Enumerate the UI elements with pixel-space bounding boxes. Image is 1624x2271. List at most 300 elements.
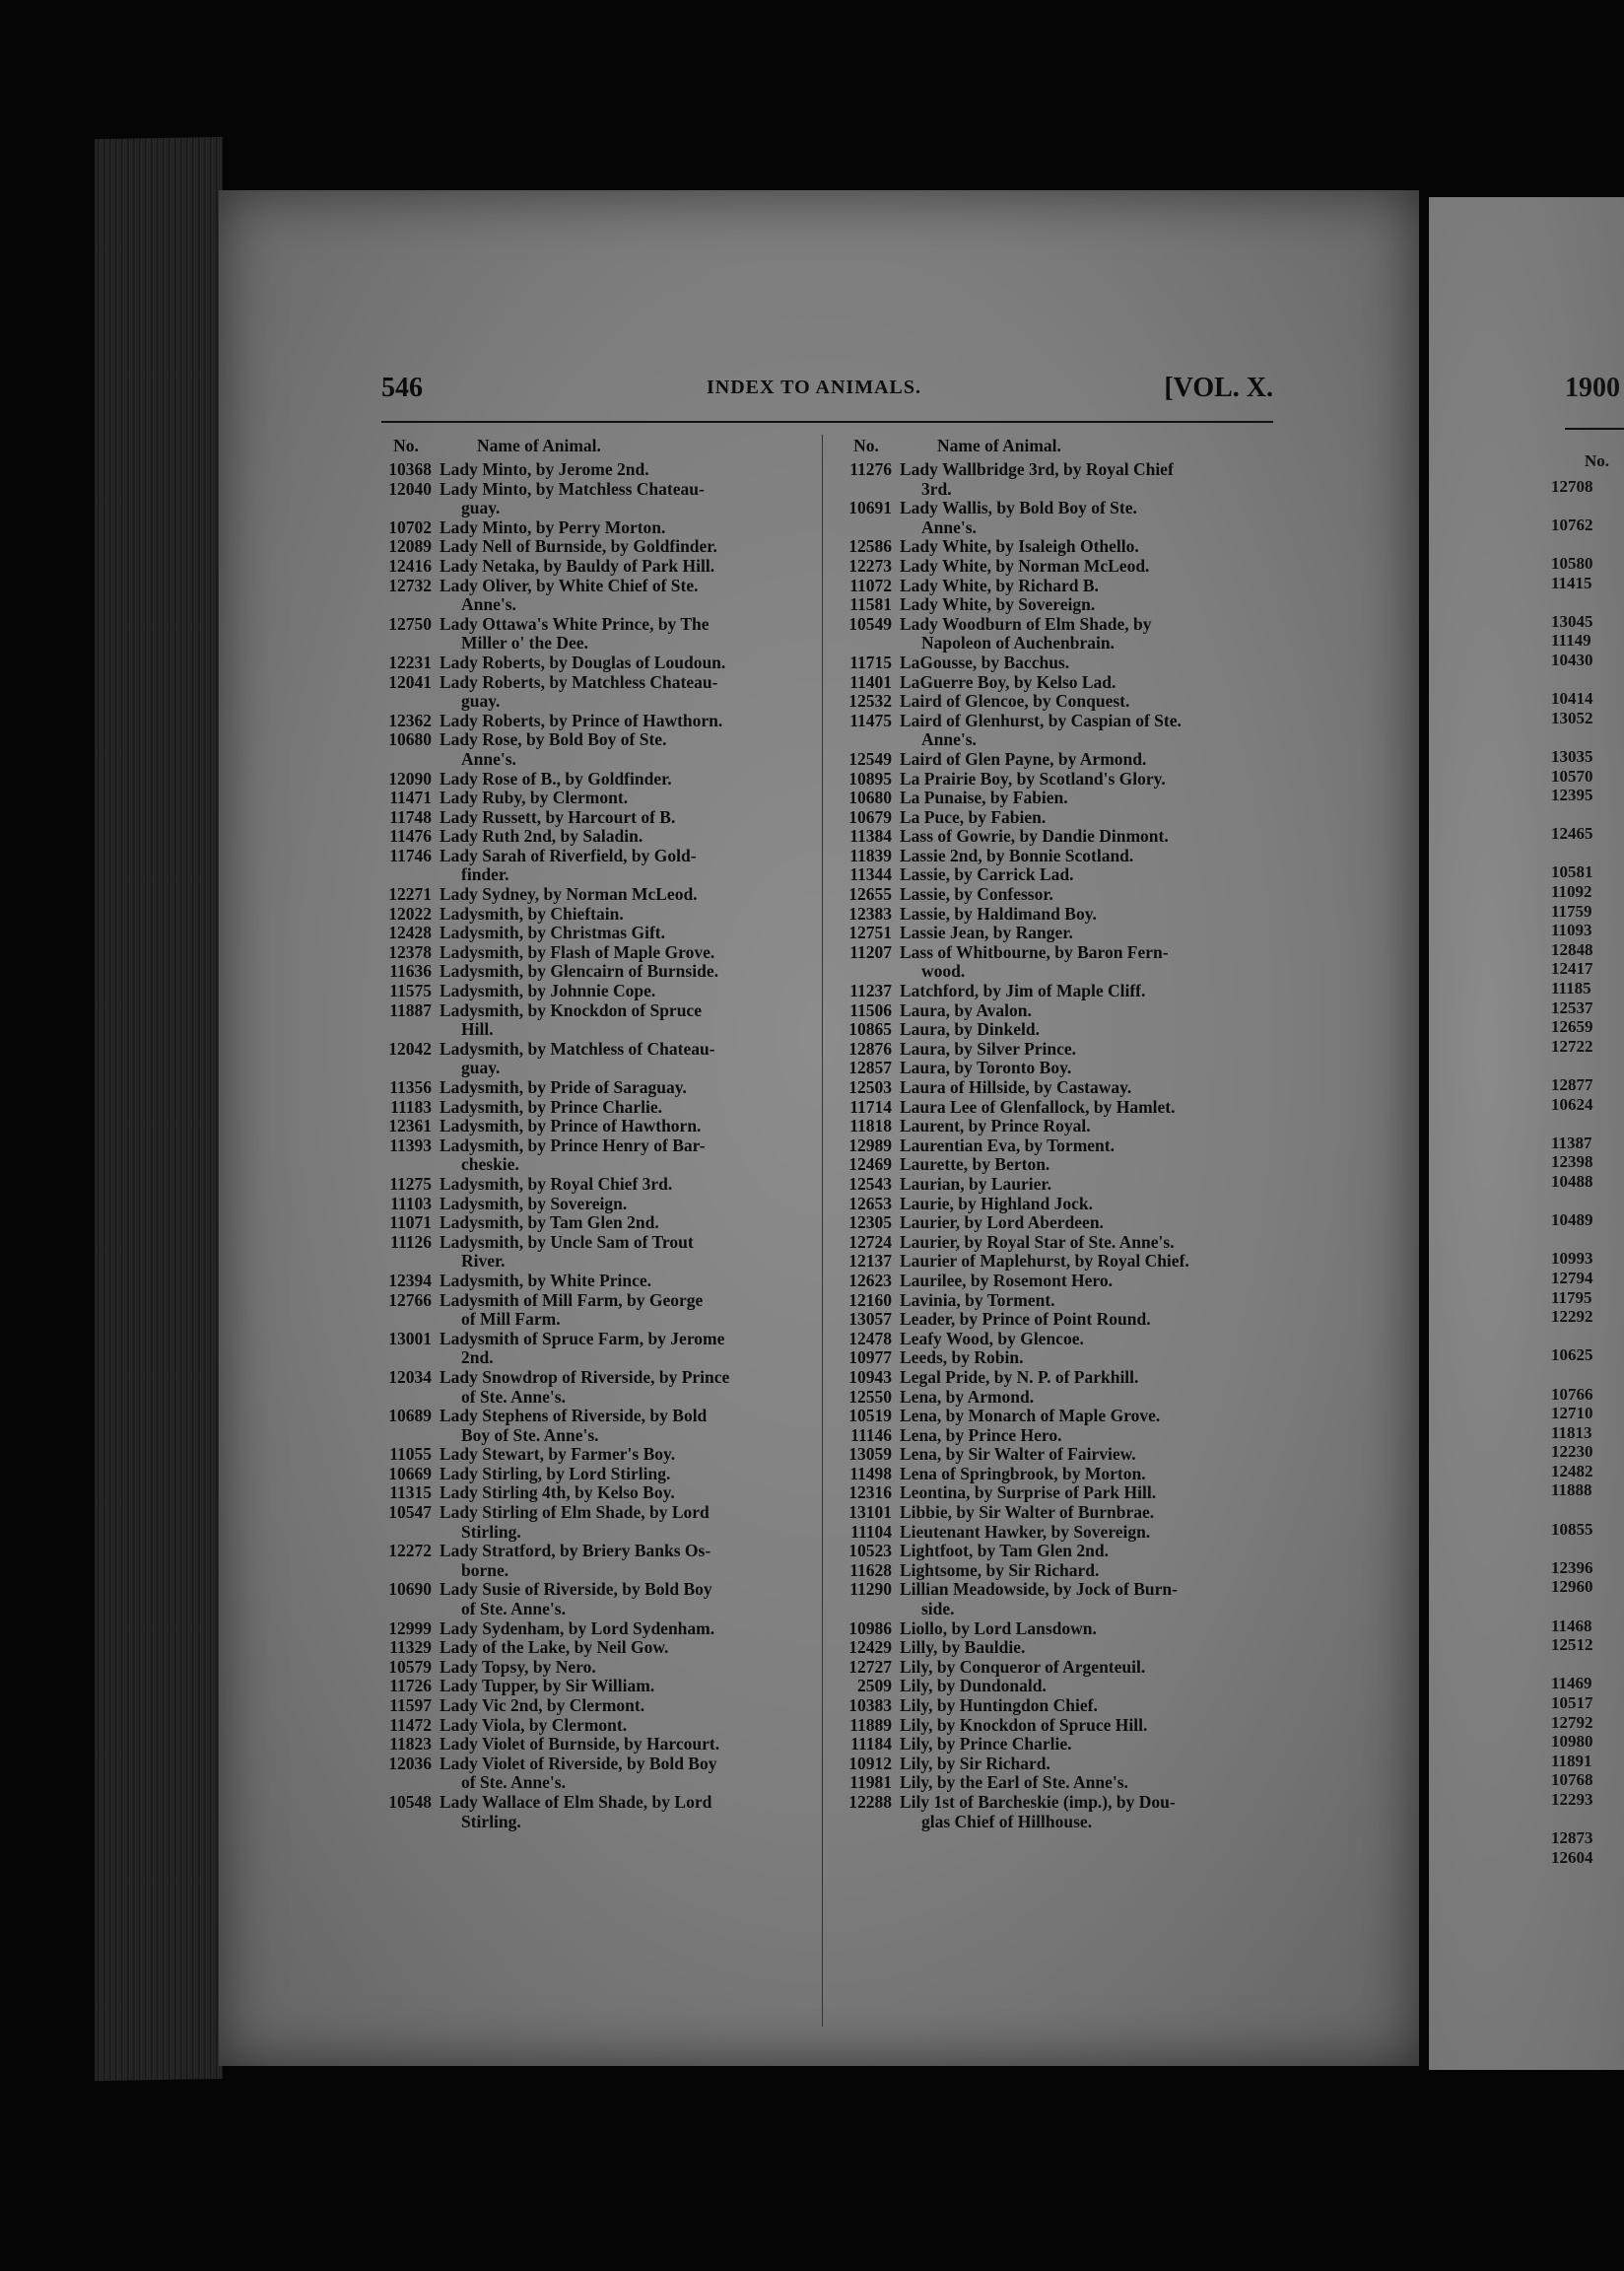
entry-name xyxy=(440,1175,813,1195)
entry-name xyxy=(900,847,1286,866)
entry-name-line: Libbie, by Sir Walter of Burnbrae. xyxy=(900,1502,1155,1523)
entry-number: 10548 xyxy=(388,1791,432,1812)
entry-name xyxy=(900,1503,1286,1523)
entry-number: 11726 xyxy=(389,1676,432,1696)
entry-name-line: Ladysmith, by Prince Henry of Bar- xyxy=(440,1135,706,1155)
facing-page-number: 11093 xyxy=(1551,921,1592,940)
index-entry xyxy=(835,1793,1286,1831)
facing-page-number: 12710 xyxy=(1551,1404,1593,1423)
index-entry xyxy=(374,1117,813,1136)
facing-page-number: 12794 xyxy=(1551,1268,1593,1287)
facing-page-number: 10488 xyxy=(1551,1171,1593,1191)
entry-name-line: Lady Rose of B., by Goldfinder. xyxy=(440,768,672,789)
facing-page-number xyxy=(1551,534,1609,554)
entry-name-line: Laurie, by Highland Jock. xyxy=(900,1193,1093,1213)
entry-name xyxy=(440,1638,813,1658)
entry-name xyxy=(900,595,1286,615)
entry-name xyxy=(440,460,813,480)
entry-name xyxy=(440,673,813,712)
entry-name-line: Laura Lee of Glenfallock, by Hamlet. xyxy=(900,1096,1176,1117)
index-entry xyxy=(835,1136,1286,1156)
entry-name-line: Latchford, by Jim of Maple Cliff. xyxy=(900,981,1146,1001)
index-entry xyxy=(374,615,813,654)
entry-number: 11237 xyxy=(849,981,892,1001)
entry-name xyxy=(900,1136,1286,1156)
entry-name xyxy=(440,1040,813,1078)
entry-number: 11055 xyxy=(389,1444,432,1465)
index-entry xyxy=(374,1213,813,1233)
index-entry xyxy=(835,789,1286,808)
entry-name xyxy=(900,1773,1286,1793)
entry-number: 11628 xyxy=(849,1559,892,1580)
entry-name-line: Ladysmith, by Flash of Maple Grove. xyxy=(440,941,715,962)
header-rule xyxy=(381,421,1273,423)
entry-name-line: Lily, by Prince Charlie. xyxy=(900,1734,1072,1755)
entry-name xyxy=(900,1117,1286,1136)
entry-name-line: Ladysmith, by Royal Chief 3rd. xyxy=(440,1173,673,1194)
facing-page-number xyxy=(1551,844,1609,863)
facing-page-number: 10430 xyxy=(1551,650,1593,669)
facing-page-number: 12396 xyxy=(1551,1557,1593,1577)
facing-page-number: 12877 xyxy=(1551,1075,1593,1094)
entry-number: 11183 xyxy=(390,1096,432,1117)
entry-name-line: Lily, by Conqueror of Argenteuil. xyxy=(900,1656,1146,1677)
name-header: Name of Animal. xyxy=(477,436,601,455)
index-entry xyxy=(835,615,1286,654)
index-entry xyxy=(374,1696,813,1716)
entry-name-line: Leeds, by Robin. xyxy=(900,1347,1024,1368)
entry-name xyxy=(900,1735,1286,1755)
index-entry xyxy=(374,905,813,925)
entry-name-line: Lady Snowdrop of Riverside, by Prince xyxy=(440,1366,730,1387)
entry-number: 12750 xyxy=(388,613,432,634)
name-header: Name of Animal. xyxy=(937,436,1061,455)
facing-page-number: 10766 xyxy=(1551,1384,1593,1404)
facing-page-number: 13052 xyxy=(1551,708,1593,727)
entry-number: 11887 xyxy=(389,999,432,1020)
entry-name-continuation: glas Chief of Hillhouse. xyxy=(921,1811,1093,1831)
entry-name xyxy=(900,460,1286,499)
index-entry xyxy=(835,1213,1286,1233)
entry-name xyxy=(900,1155,1286,1175)
entry-name xyxy=(440,943,813,963)
entry-name-line: Lassie 2nd, by Bonnie Scotland. xyxy=(900,845,1134,865)
entry-number: 10702 xyxy=(388,516,432,537)
entry-name-continuation: finder. xyxy=(461,864,509,885)
no-header: No. xyxy=(853,436,879,455)
entry-number: 12305 xyxy=(848,1212,892,1233)
entry-number: 12857 xyxy=(848,1058,892,1078)
index-entry xyxy=(374,1793,813,1831)
index-entry xyxy=(835,1078,1286,1098)
entry-number: 10679 xyxy=(848,806,892,827)
index-entry xyxy=(374,1136,813,1175)
entry-name xyxy=(440,1291,813,1330)
index-entry xyxy=(374,654,813,673)
index-entry xyxy=(374,1040,813,1078)
index-entry xyxy=(835,654,1286,673)
facing-page-number: 10414 xyxy=(1551,689,1593,709)
running-head: INDEX TO ANIMALS. xyxy=(707,377,921,398)
entry-name-line: Laurilee, by Rosemont Hero. xyxy=(900,1270,1113,1290)
entry-name xyxy=(900,1368,1286,1388)
index-entry xyxy=(835,1773,1286,1793)
entry-number: 11329 xyxy=(389,1637,432,1658)
entry-name-line: Lily, by Sir Richard. xyxy=(900,1753,1050,1773)
entry-name xyxy=(440,1735,813,1755)
entry-number: 12623 xyxy=(848,1270,892,1290)
entry-number: 13101 xyxy=(848,1502,892,1523)
entry-number: 11401 xyxy=(849,671,892,692)
entry-name-line: Lady Stirling, by Lord Stirling. xyxy=(440,1463,671,1483)
entry-name-line: Lassie, by Confessor. xyxy=(900,884,1053,905)
index-entry xyxy=(835,1098,1286,1118)
index-entry xyxy=(835,827,1286,847)
entry-name xyxy=(900,1291,1286,1311)
entry-name-continuation: of Ste. Anne's. xyxy=(461,1386,566,1407)
index-entry xyxy=(835,673,1286,693)
entry-name xyxy=(440,1755,813,1793)
entry-name-continuation: Napoleon of Auchenbrain. xyxy=(921,633,1115,654)
index-entry xyxy=(835,865,1286,885)
entry-name xyxy=(900,1078,1286,1098)
index-entry xyxy=(835,1001,1286,1021)
entry-name xyxy=(440,1368,813,1407)
entry-name-line: Lady Stirling 4th, by Kelso Boy. xyxy=(440,1482,675,1503)
entry-name-line: Ladysmith, by Tam Glen 2nd. xyxy=(440,1212,659,1233)
entry-number: 12394 xyxy=(388,1270,432,1290)
index-entry xyxy=(374,847,813,885)
entry-name xyxy=(900,789,1286,808)
index-entry xyxy=(835,1735,1286,1755)
entry-name xyxy=(440,1677,813,1696)
entry-name xyxy=(440,1483,813,1503)
facing-page-number: 13035 xyxy=(1551,746,1593,766)
entry-name xyxy=(440,1272,813,1291)
entry-number: 12989 xyxy=(848,1135,892,1155)
entry-name-line: Lady Minto, by Jerome 2nd. xyxy=(440,459,649,479)
entry-name-line: La Punaise, by Fabien. xyxy=(900,788,1068,808)
book-page-edges xyxy=(95,137,223,2081)
index-entry xyxy=(835,1368,1286,1388)
index-entry xyxy=(374,1368,813,1407)
entry-name-line: Ladysmith, by White Prince. xyxy=(440,1270,652,1290)
index-entry xyxy=(835,1020,1286,1040)
entry-name xyxy=(900,654,1286,673)
entry-number: 12089 xyxy=(388,536,432,557)
entry-number: 12022 xyxy=(388,903,432,924)
entry-name-line: Lass of Whitbourne, by Baron Fern- xyxy=(900,941,1169,962)
index-entry xyxy=(835,1040,1286,1060)
facing-page-number: 12537 xyxy=(1551,998,1593,1017)
entry-name-line: Leontina, by Surprise of Park Hill. xyxy=(900,1482,1157,1503)
entry-name-line: Laurian, by Laurier. xyxy=(900,1173,1051,1194)
entry-number: 11393 xyxy=(389,1135,432,1155)
entry-number: 12034 xyxy=(388,1366,432,1387)
index-entry xyxy=(835,1523,1286,1543)
index-entry xyxy=(374,1001,813,1040)
entry-name xyxy=(900,1195,1286,1214)
facing-page-number: 12292 xyxy=(1551,1307,1593,1327)
entry-name xyxy=(900,1272,1286,1291)
index-entry xyxy=(374,982,813,1001)
entry-number: 12273 xyxy=(848,555,892,576)
entry-name xyxy=(440,1407,813,1445)
entry-name xyxy=(440,1658,813,1678)
column-divider xyxy=(822,435,823,2027)
index-entry xyxy=(835,1542,1286,1561)
entry-name-continuation: Miller o' the Dee. xyxy=(461,633,588,654)
entry-name-line: Ladysmith of Mill Farm, by George xyxy=(440,1289,704,1310)
entry-name xyxy=(900,1696,1286,1716)
entry-number: 11746 xyxy=(389,845,432,865)
index-entry xyxy=(374,789,813,808)
index-entry xyxy=(835,712,1286,750)
entry-name-line: Laurent, by Prince Royal. xyxy=(900,1116,1091,1136)
facing-page-number: 11891 xyxy=(1551,1751,1592,1770)
entry-name-line: Laura, by Avalon. xyxy=(900,999,1032,1020)
index-entry xyxy=(835,1348,1286,1368)
entry-name xyxy=(900,905,1286,925)
entry-name xyxy=(900,1677,1286,1696)
entry-name xyxy=(900,1755,1286,1774)
index-entry xyxy=(835,1445,1286,1465)
entry-name-continuation: Anne's. xyxy=(921,729,977,750)
index-entry xyxy=(835,557,1286,577)
entry-number: 12532 xyxy=(848,691,892,712)
entry-name-continuation: of Ste. Anne's. xyxy=(461,1772,566,1793)
entry-name xyxy=(900,1619,1286,1639)
entry-name-continuation: of Mill Farm. xyxy=(461,1309,561,1330)
entry-number: 12316 xyxy=(848,1482,892,1503)
entry-number: 13057 xyxy=(848,1309,892,1330)
left-column xyxy=(374,437,813,1831)
entry-number: 12478 xyxy=(848,1328,892,1348)
right-column-header xyxy=(835,437,1286,458)
entry-name-continuation: 3rd. xyxy=(921,478,952,499)
entry-name xyxy=(900,1793,1286,1831)
facing-page-number: 12417 xyxy=(1551,959,1593,979)
index-entry xyxy=(374,518,813,538)
entry-number: 11748 xyxy=(389,806,432,827)
entry-name-line: Lady Viola, by Clermont. xyxy=(440,1714,628,1735)
index-entry xyxy=(835,1407,1286,1426)
entry-name xyxy=(900,1388,1286,1408)
entry-name-line: Lily, by Huntingdon Chief. xyxy=(900,1695,1098,1715)
entry-number: 12876 xyxy=(848,1038,892,1059)
facing-page-number xyxy=(1551,727,1609,747)
facing-page-number: 10993 xyxy=(1551,1249,1593,1269)
facing-page-number: 10768 xyxy=(1551,1770,1593,1790)
entry-name xyxy=(440,615,813,654)
facing-page-number xyxy=(1551,1500,1609,1520)
page-number: 546 xyxy=(381,373,423,403)
entry-name-line: Ladysmith, by Matchless of Chateau- xyxy=(440,1038,715,1059)
entry-name-line: Laura, by Silver Prince. xyxy=(900,1038,1077,1059)
entry-number: 12416 xyxy=(388,555,432,576)
entry-name xyxy=(900,1040,1286,1060)
entry-number: 11839 xyxy=(849,845,892,865)
entry-name-line: Laird of Glencoe, by Conquest. xyxy=(900,691,1130,712)
entry-name-continuation: guay. xyxy=(461,498,501,518)
index-entry xyxy=(835,982,1286,1001)
index-entry xyxy=(835,1658,1286,1678)
entry-number: 12428 xyxy=(388,923,432,943)
entry-name xyxy=(440,1445,813,1465)
entry-name xyxy=(440,1793,813,1831)
entry-number: 12503 xyxy=(848,1077,892,1097)
entry-number: 12999 xyxy=(388,1617,432,1638)
facing-page-number: 10517 xyxy=(1551,1693,1593,1712)
entry-name-line: Lightfoot, by Tam Glen 2nd. xyxy=(900,1541,1109,1561)
index-entry xyxy=(374,1195,813,1214)
entry-name-line: Laura of Hillside, by Castaway. xyxy=(900,1077,1132,1097)
index-entry xyxy=(374,1638,813,1658)
facing-page-number: 11149 xyxy=(1551,631,1591,651)
index-entry xyxy=(374,577,813,615)
entry-number: 12586 xyxy=(848,536,892,557)
facing-page-number xyxy=(1551,1192,1609,1211)
entry-number: 12090 xyxy=(388,768,432,789)
entry-name-continuation: Anne's. xyxy=(461,748,516,769)
entry-name-line: Lady Roberts, by Douglas of Loudoun. xyxy=(440,652,726,672)
entry-name xyxy=(900,1465,1286,1484)
entry-number: 11818 xyxy=(849,1116,892,1136)
entry-name-line: Lady Russett, by Harcourt of B. xyxy=(440,806,676,827)
index-entry xyxy=(374,1755,813,1793)
entry-name xyxy=(900,1445,1286,1465)
index-entry xyxy=(374,924,813,943)
entry-number: 12543 xyxy=(848,1173,892,1194)
entry-name-line: Ladysmith of Spruce Farm, by Jerome xyxy=(440,1328,725,1348)
entry-name xyxy=(900,982,1286,1001)
entry-name xyxy=(440,1619,813,1639)
entry-number: 12766 xyxy=(388,1289,432,1310)
facing-page-number: 12848 xyxy=(1551,939,1593,959)
entry-name-line: Lady Ruth 2nd, by Saladin. xyxy=(440,826,643,847)
entry-name xyxy=(440,1716,813,1736)
entry-name-line: Lass of Gowrie, by Dandie Dinmont. xyxy=(900,826,1169,847)
index-entry xyxy=(374,1716,813,1736)
entry-number: 12550 xyxy=(848,1386,892,1407)
index-entry xyxy=(835,1330,1286,1349)
entry-name xyxy=(900,673,1286,693)
entry-name-continuation: guay. xyxy=(461,691,501,712)
entry-number: 12137 xyxy=(848,1251,892,1272)
facing-page-number: 12465 xyxy=(1551,824,1593,844)
entry-number: 11981 xyxy=(849,1772,892,1793)
index-entry xyxy=(835,1465,1286,1484)
index-entry xyxy=(374,1580,813,1618)
facing-page-number: 11092 xyxy=(1551,882,1592,902)
index-entry xyxy=(374,537,813,557)
entry-number: 11636 xyxy=(389,961,432,982)
entry-name-line: Lady Ruby, by Clermont. xyxy=(440,788,629,808)
index-entry xyxy=(835,1716,1286,1736)
entry-name xyxy=(900,1426,1286,1446)
entry-name-line: Ladysmith, by Uncle Sam of Trout xyxy=(440,1231,694,1252)
entry-number: 12549 xyxy=(848,748,892,769)
entry-name-line: Laura, by Toronto Boy. xyxy=(900,1058,1072,1078)
facing-page-number: 12722 xyxy=(1551,1036,1593,1056)
entry-number: 11126 xyxy=(390,1231,432,1252)
index-entry xyxy=(835,692,1286,712)
index-entry xyxy=(835,1155,1286,1175)
entry-name-line: Leafy Wood, by Glencoe. xyxy=(900,1328,1084,1348)
entry-name-line: Lady Stirling of Elm Shade, by Lord xyxy=(440,1502,710,1523)
entry-number: 12288 xyxy=(848,1791,892,1812)
index-entry xyxy=(835,1252,1286,1272)
entry-name xyxy=(440,924,813,943)
facing-page-number: 11185 xyxy=(1551,979,1591,998)
index-entry xyxy=(835,750,1286,770)
entry-number: 12361 xyxy=(388,1116,432,1136)
entry-name xyxy=(900,1175,1286,1195)
entry-name-line: Lily, by Knockdon of Spruce Hill. xyxy=(900,1714,1148,1735)
entry-name xyxy=(900,1330,1286,1349)
facing-page-number: 10762 xyxy=(1551,515,1593,534)
entry-number: 12271 xyxy=(388,884,432,905)
entry-name-line: Lieutenant Hawker, by Sovereign. xyxy=(900,1521,1151,1542)
index-entry xyxy=(374,1078,813,1098)
index-entry xyxy=(374,1233,813,1272)
entry-number: 12655 xyxy=(848,884,892,905)
entry-number: 10895 xyxy=(848,768,892,789)
index-entry xyxy=(374,1503,813,1542)
entry-name-continuation: cheskie. xyxy=(461,1154,519,1175)
entry-name-line: Lady Wallis, by Bold Boy of Ste. xyxy=(900,498,1137,518)
entry-name xyxy=(900,1407,1286,1426)
entry-name xyxy=(900,615,1286,654)
entry-name-line: Ladysmith, by Prince of Hawthorn. xyxy=(440,1116,702,1136)
entry-name-continuation: Stirling. xyxy=(461,1521,521,1542)
entry-name xyxy=(900,808,1286,828)
entry-name-line: Lady Rose, by Bold Boy of Ste. xyxy=(440,729,667,750)
entry-number: 10986 xyxy=(848,1617,892,1638)
facing-page-number: 12398 xyxy=(1551,1152,1593,1172)
entry-name-line: Lady Roberts, by Matchless Chateau- xyxy=(440,671,718,692)
facing-page-number: 12960 xyxy=(1551,1577,1593,1597)
entry-name-line: LaGousse, by Bacchus. xyxy=(900,652,1070,672)
entry-name-line: Lillian Meadowside, by Jock of Burn- xyxy=(900,1579,1178,1600)
entry-name xyxy=(900,1059,1286,1078)
entry-name xyxy=(900,1561,1286,1581)
entry-name xyxy=(900,1098,1286,1118)
entry-name-line: Lady Sydney, by Norman McLeod. xyxy=(440,884,698,905)
entry-number: 11356 xyxy=(389,1077,432,1097)
facing-page-number xyxy=(1551,805,1609,825)
entry-name xyxy=(440,789,813,808)
entry-name xyxy=(440,480,813,518)
entry-number: 10865 xyxy=(848,1019,892,1040)
facing-page-number xyxy=(1551,1655,1609,1675)
entry-name-line: Lady Sarah of Riverfield, by Gold- xyxy=(440,845,697,865)
entry-name-line: Lassie, by Haldimand Boy. xyxy=(900,903,1097,924)
entry-number: 12272 xyxy=(388,1541,432,1561)
entry-name xyxy=(900,1483,1286,1503)
entry-number: 11146 xyxy=(850,1424,892,1445)
entry-number: 10579 xyxy=(388,1656,432,1677)
facing-page-header: 1900 xyxy=(1565,373,1620,403)
entry-name xyxy=(900,924,1286,943)
facing-page-col-head: No. xyxy=(1585,451,1610,470)
index-entry xyxy=(374,480,813,518)
entry-number: 11207 xyxy=(849,941,892,962)
entry-number: 11104 xyxy=(850,1521,892,1542)
index-entry xyxy=(374,460,813,480)
facing-page-number xyxy=(1551,592,1609,612)
facing-page-number: 12395 xyxy=(1551,786,1593,805)
